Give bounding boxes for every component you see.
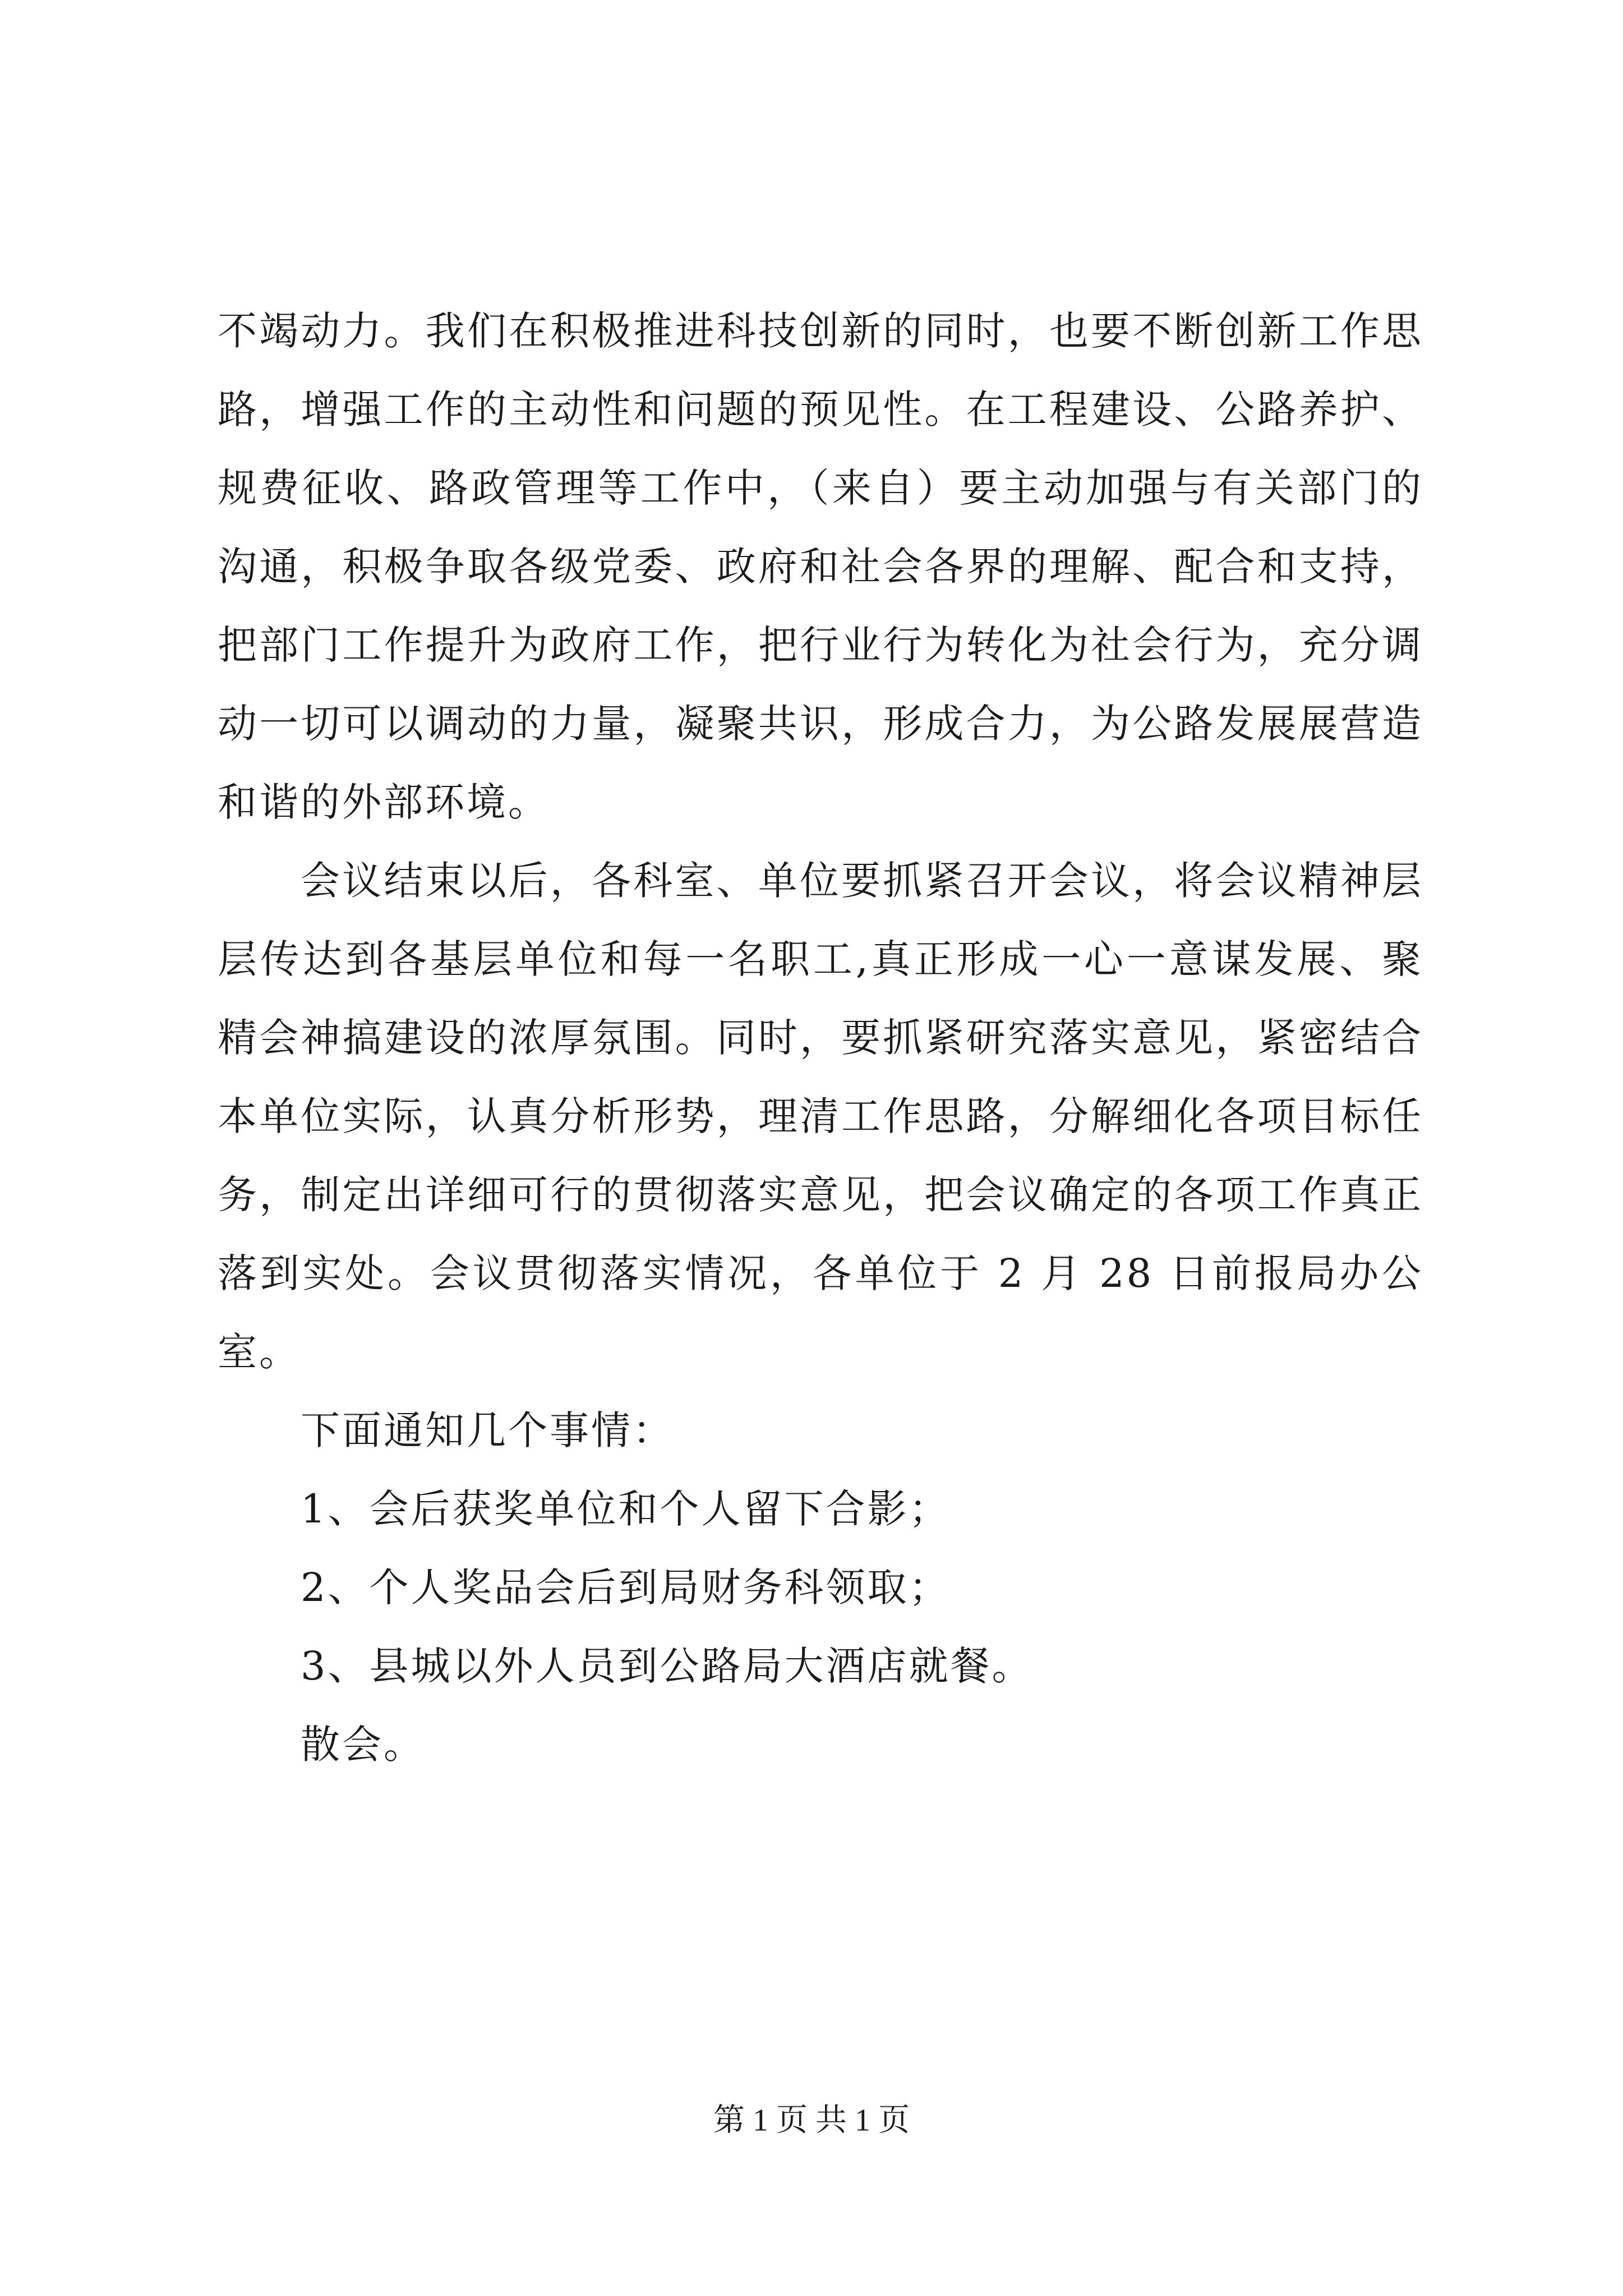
document-body [218,292,1423,1784]
notice-item-1: 1、会后获奖单位和个人留下合影； [301,1486,951,1532]
notice-item-2: 2、个人奖品会后到局财务科领取； [301,1565,951,1611]
closing-line: 散会。 [301,1722,425,1768]
paragraph-continued: 不竭动力。我们在积极推进科技创新的同时，也要不断创新工作思路，增强工作的主动性和问题的预见性。在工程建设、公路养护、规费征收、路政管理等工作中，（来自）要主动加强与有关部门的沟通，积极争取各级党委、政府和社会各界的理解、配合和支持，把部门工作提升为政府工作，把行业行为转化为社会行为，充分调动一切可以调动的力量，凝聚共识，形成合力，为公路发展展营造和谐的外部环境。 [218,308,1423,825]
page-footer: 第 1 页 共 1 页 [713,2103,910,2138]
paragraph-notice-intro: 下面通知几个事情： [301,1407,674,1453]
paragraph-meeting-follow-up: 会议结束以后，各科室、单位要抓紧召开会议，将会议精神层层传达到各基层单位和每一名职工,真正形成一心一意谋发展、聚精会神搞建设的浓厚氛围。同时，要抓紧研究落实意见，紧密结合本单位实际，认真分析形势，理清工作思路，分解细化各项目标任务，制定出详细可行的贯彻落实意见，把会议确定的各项工作真正落到实处。会议贯彻落实情况，各单位于 2 月 28 日前报局办公室。 [218,858,1423,1375]
notice-item-3: 3、县城以外人员到公路局大酒店就餐。 [301,1643,1034,1689]
